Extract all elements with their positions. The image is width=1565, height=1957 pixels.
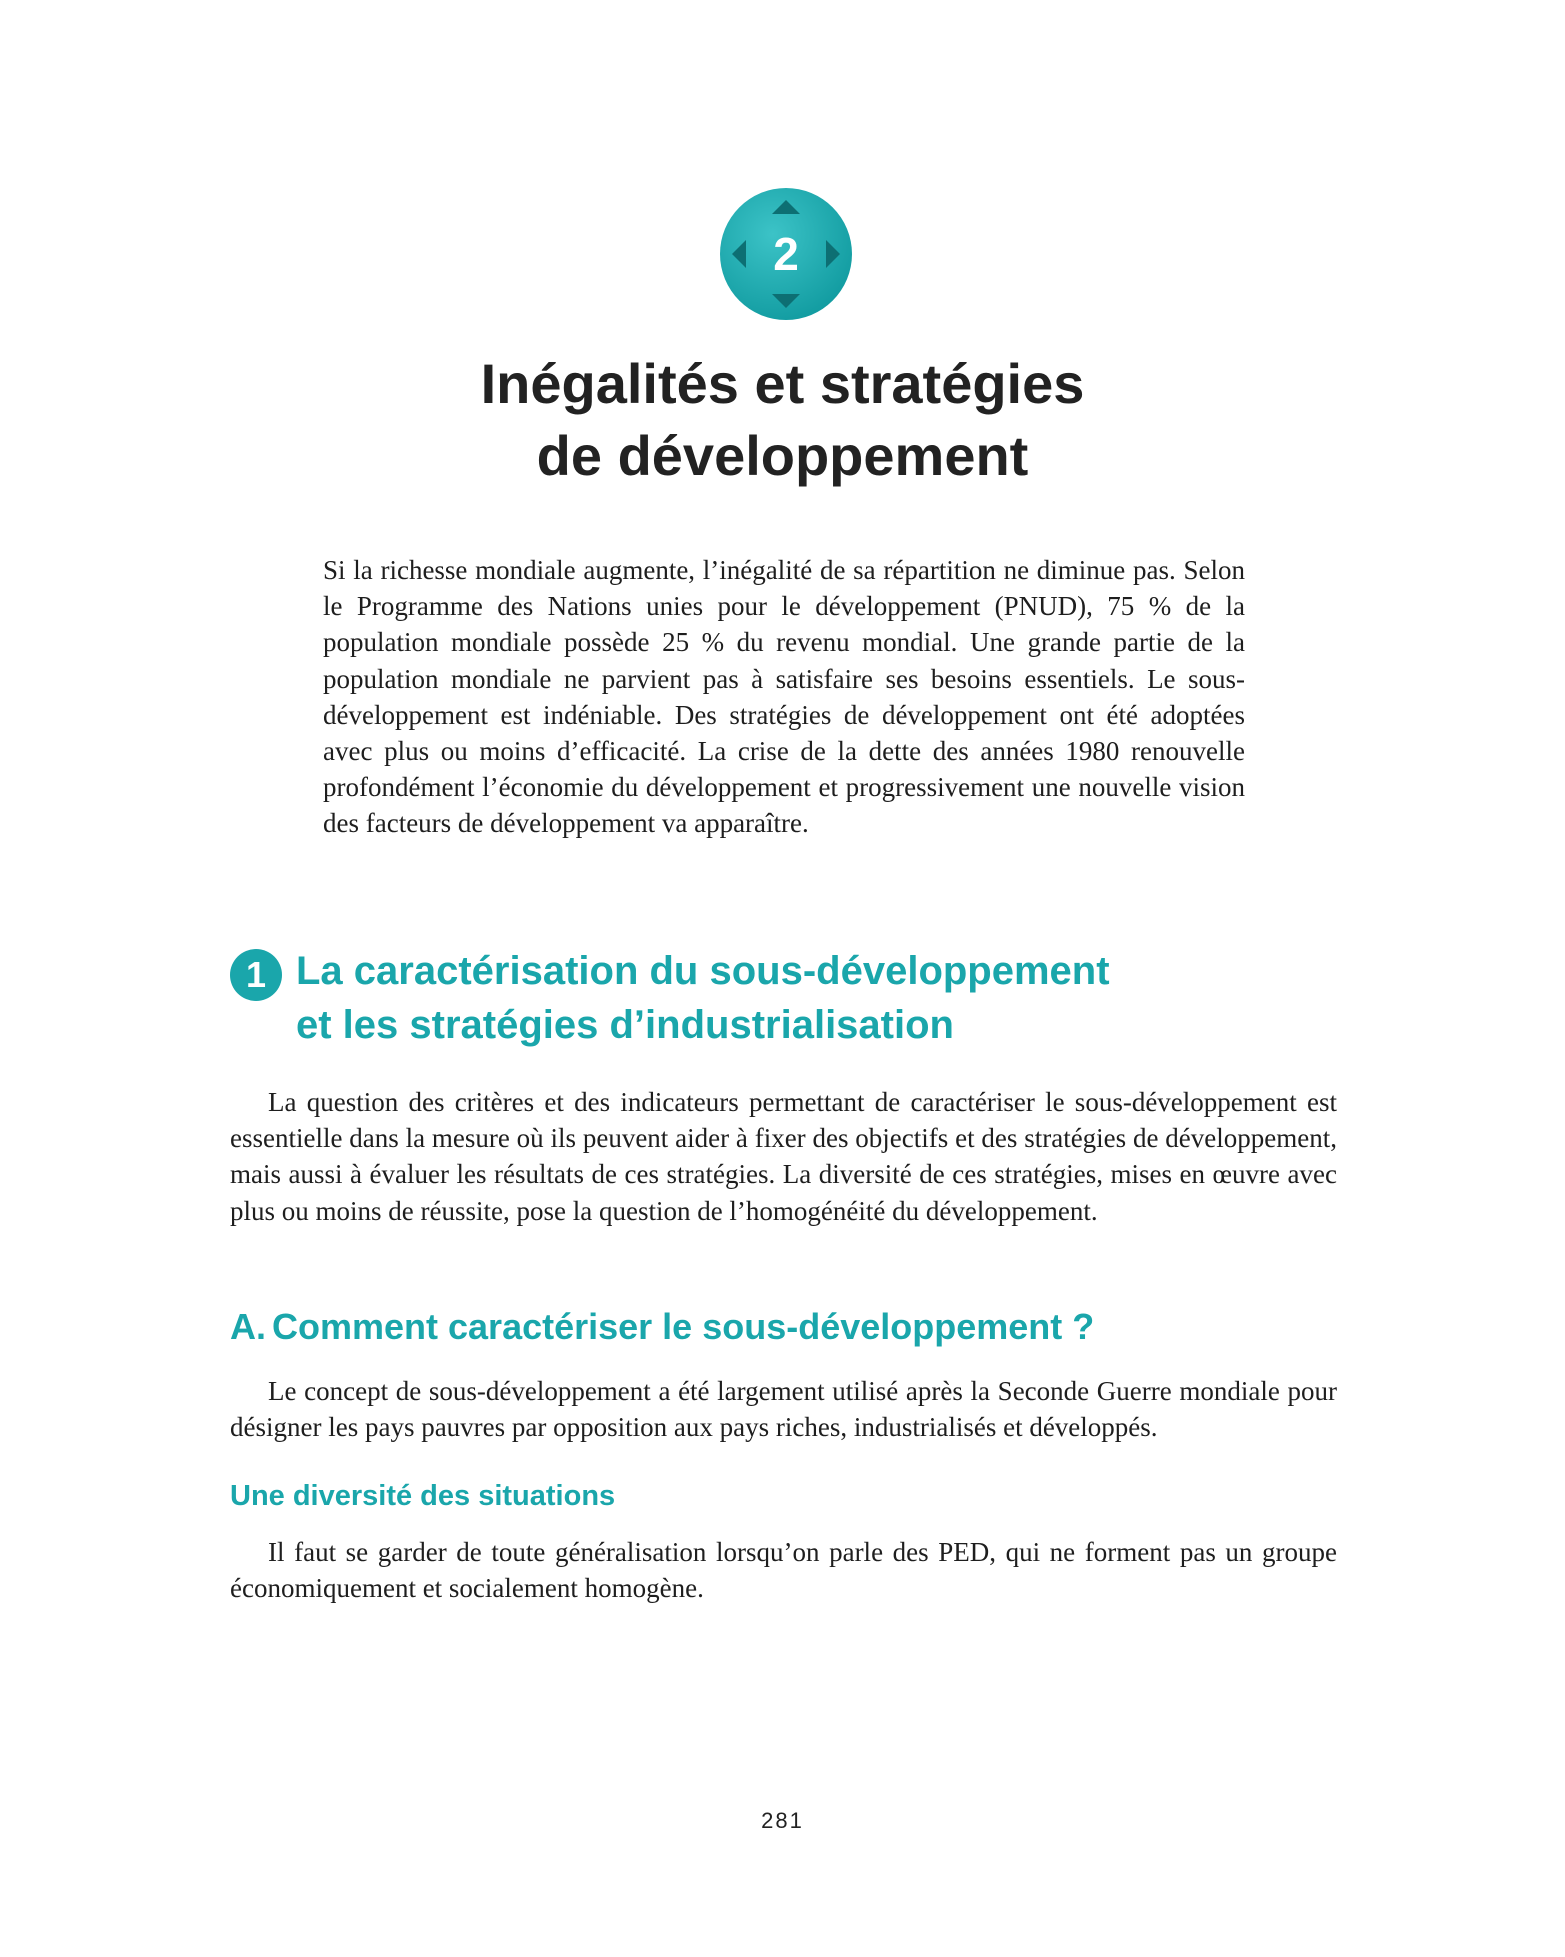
page-number: 281 (761, 1808, 804, 1833)
chapter-number: 2 (773, 228, 799, 280)
subsection-a-paragraph: Le concept de sous-développement a été largement utilisé après la Seconde Guerre mondiale pour désigner les pays pauvres par opposition aux pays riches, industrialisés et développés. (230, 1376, 1337, 1443)
chapter-badge (718, 186, 854, 322)
chapter-title-line2: de développement (536, 424, 1029, 487)
section-title (296, 944, 1346, 1052)
chapter-badge-icon (718, 186, 854, 322)
subsection-a-title: Comment caractériser le sous-développement ? (272, 1306, 1095, 1347)
diversity-heading: Une diversité des situations (230, 1480, 616, 1512)
section-title-line2: et les stratégies d’industrialisation (296, 1003, 954, 1047)
intro-paragraph: Si la richesse mondiale augmente, l’inégalité de sa répartition ne diminue pas. Selon le Programme des Nations unies pour le développement (PNUD), 75 % de la population mondiale possède 25 % du revenu mondial. Une grande partie de la population mondiale ne parvient pas à satisfaire ses besoins essentiels. Le sous-développement est indéniable. Des stratégies de développement ont été adoptées avec plus ou moins d’efficacité. La crise de la dette des années 1980 renouvelle profondément l’économie du développement et progressivement une nouvelle vision des facteurs de développement va apparaître. (323, 555, 1245, 839)
chapter-title (0, 348, 1565, 492)
subsection-a-letter: A. (230, 1306, 266, 1347)
section-title-line1: La caractérisation du sous-développement (296, 949, 1110, 993)
section-1-paragraph: La question des critères et des indicateurs permettant de caractériser le sous-développement est essentielle dans la mesure où ils peuvent aider à fixer des objectifs et des stratégies de développement, mais aussi à évaluer les résultats de ces stratégies. La diversité de ces stratégies, mises en œuvre avec plus ou moins de réussite, pose la question de l’homogénéité du développement. (230, 1087, 1337, 1226)
section-number-badge: 1 (230, 949, 282, 1001)
subsection-a-heading (230, 1303, 1330, 1351)
chapter-title-line1: Inégalités et stratégies (480, 352, 1085, 415)
diversity-paragraph: Il faut se garder de toute généralisation lorsqu’on parle des PED, qui ne forment pas un groupe économiquement et socialement homogène. (230, 1537, 1337, 1604)
